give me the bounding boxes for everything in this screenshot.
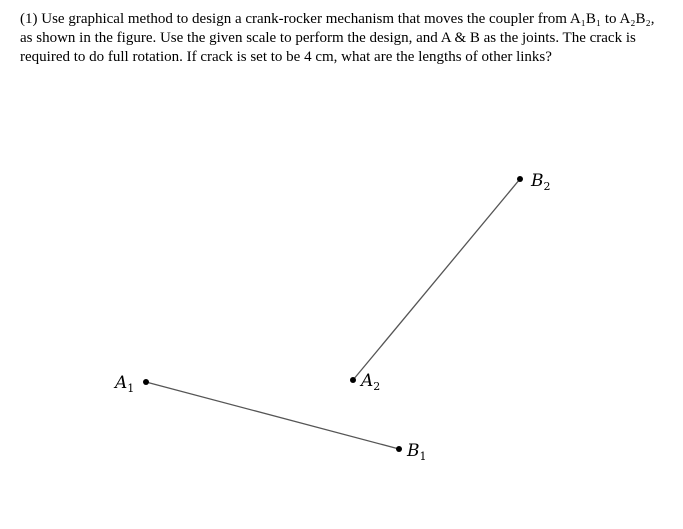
label-a1 [113,373,134,395]
label-a1-sub: 1 [127,382,135,395]
label-a2 [359,371,380,393]
label-b1-letter: B [407,441,420,461]
label-a2-letter: A [361,371,374,391]
label-b1-sub: 1 [419,450,427,463]
label-b2 [530,171,551,193]
label-b2-sub: 2 [543,180,551,193]
point-a1-marker [143,379,149,385]
coupler-line-a2-b2 [353,179,520,380]
label-a2-sub: 2 [373,380,381,393]
label-a1-letter: A [115,373,128,393]
point-a2-marker [350,377,356,383]
point-b2-marker [517,176,523,182]
point-b1-marker [396,446,402,452]
coupler-line-a1-b1 [146,382,399,449]
label-b2-letter: B [531,171,544,191]
problem-statement: (1) Use graphical method to design a crank-rocker mechanism that moves the coupler from A₁B₁ to A₂B₂, as shown in the figure. Use the given scale to perform the design, and A & B as the joints. The crack is required to do full rotation. If crack is set to be 4 cm, what are the lengths of other links? [20,11,655,65]
label-b1 [406,441,427,463]
